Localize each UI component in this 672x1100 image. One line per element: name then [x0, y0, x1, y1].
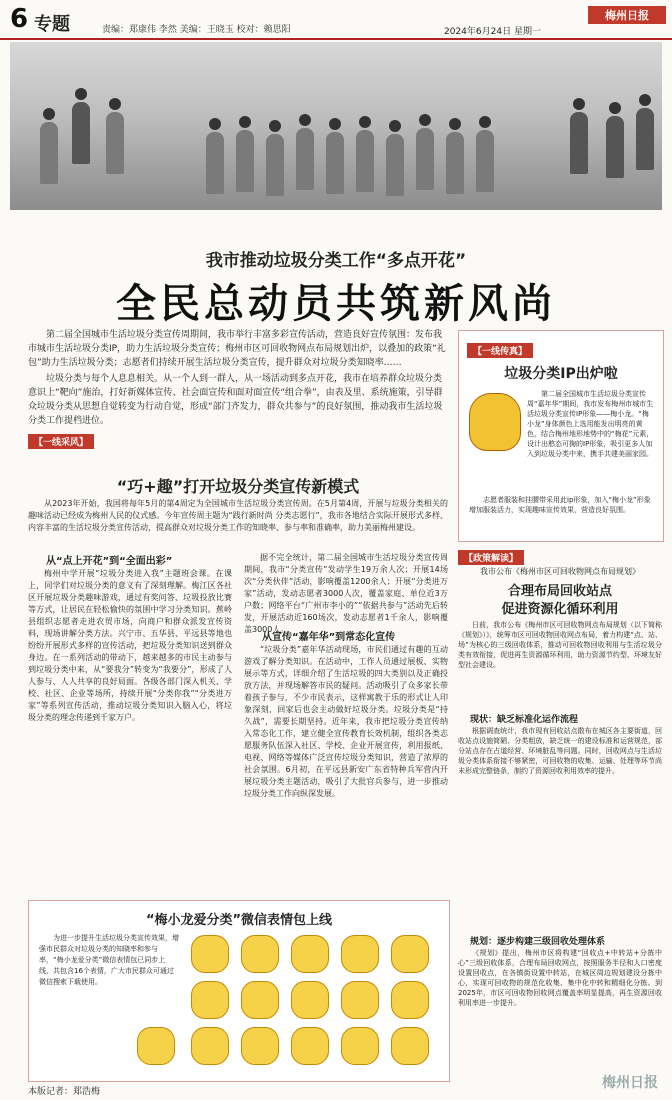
- section2-intro: 日前，我市公布《梅州市区可回收物网点布局规划（以下简称《规划》）》，统筹市区可回收物回收网点布局，着力构建“点、站、场”为核心的三级回收体系，推动可回收物回收利用与生活垃圾分类有效衔接，促进再生资源循环利用，助力资源节约型、环境友好型社会建设。: [458, 621, 662, 669]
- ip-sidebar: [458, 330, 664, 542]
- sticker-image: [191, 1027, 229, 1065]
- section2-subhead-2: 规划：逐步构建三级回收处理体系: [470, 937, 606, 947]
- sticker-image: [191, 935, 229, 973]
- section1-column-2b: “垃圾分类”嘉年华活动现场，市民们通过有趣的互动游戏了解分类知识。在活动中，工作人员通过展板、实物展示等方式，详细介绍了生活垃圾的四大类别以及正确投放方法，并现场解答市民的疑问。活动吸引了众多家长带着孩子参与，不少市民表示，这样寓教于乐的形式让人印象深刻，回家后也会主动做好垃圾分类。垃圾分类是“持久战”，需要长期坚持。近年来，我市把垃圾分类宣传纳入常态化工作，建立健全宣传教育长效机制，组织各类志愿服务队伍深入社区、学校、企业开展宣传，利用报纸、电视、网络等媒体广泛宣传垃圾分类知识，营造了浓厚的社会氛围。6月初，在平远县新安广东省特种兵军营内开展垃圾分类主题活动，吸引了大批官兵参与，进一步推动垃圾分类工作向纵深发展。: [244, 645, 448, 798]
- sticker-image: [191, 981, 229, 1019]
- sticker-image: [391, 981, 429, 1019]
- editor-credits: 责编：郑康伟 李然 美编：王晓玉 校对：赖思阳: [102, 25, 291, 35]
- sticker-image: [341, 981, 379, 1019]
- paper-watermark: 梅州日报: [602, 1075, 658, 1091]
- reporter-byline: 本版记者：郑浩梅: [28, 1087, 101, 1097]
- sticker-pack-box: [28, 900, 450, 1082]
- volunteer-group-photo: [10, 42, 662, 210]
- section1-tag: 【一线采风】: [28, 434, 94, 449]
- section1-title: “巧+趣”打开垃圾分类宣传新模式: [116, 477, 360, 496]
- sticker-pack-text: 为进一步提升生活垃圾分类宣传效果，增强市民群众对垃圾分类的知晓率和参与率，“梅小龙爱分类”微信表情包已同步上线，共包含16个表情，广大市民群众可通过微信搜索下载使用。: [39, 934, 179, 986]
- story-kicker: 我市推动垃圾分类工作“多点开花”: [205, 251, 467, 271]
- section1-column-1: 梅州中学开展“垃圾分类进入我”主题班会课。在课上，同学们对垃圾分类的意义有了深刻理解。梅江区各社区开展垃圾分类趣味游戏，通过有奖问答、垃圾投放比赛等方式，让居民在轻松愉快的氛围中学习分类知识。蕉岭县组织志愿者走进农贸市场，向商户和群众派发宣传资料，现场讲解分类方法。兴宁市、五华县、平远县等地也纷纷开展形式多样的宣传活动，把垃圾分类知识送到群众身边。在一系列活动的带动下，越来越多的市民主动参与到垃圾分类中来，从“要我分”转变为“我要分”，形成了人人参与、人人共享的良好局面。各级各部门深入机关、学校、社区、企业等场所，持续开展“分类你我”“分类进万家”等系列宣传活动，推动垃圾分类知识入脑入心，将垃圾分类的理念传递到千家万户。: [28, 569, 232, 722]
- story-lead: [28, 328, 448, 428]
- section2-text-2: 《规划》提出，梅州市区将构建“回收点+中转站+分拣中心”三级回收体系，合理布局回收网点，按照服务半径和人口密度设置回收点，在各镇街设置中转站，在城区周边规划建设分拣中心，实现可回收物的规范化收集、集中化中转和精细化分拣。到2025年，市区可回收物回收网点覆盖率明显提高，再生资源回收利用率进一步提升。: [458, 949, 662, 1007]
- section1-subhead-1: 从“点上开花”到“全面出彩”: [46, 556, 173, 567]
- sticker-image: [291, 981, 329, 1019]
- ip-sidebar-title: 垃圾分类IP出炉啦: [504, 366, 618, 382]
- section2-text-1: 根据调查统计，我市现有回收站点散布在城区各主要街道，回收站点设施简陋、分类粗放，缺乏统一的建设标准和运营规范，部分站点存在占道经营、环境脏乱等问题。同时，回收网点与生活垃圾分类体系衔接不够紧密，可回收物的收集、运输、处理等环节尚未形成完整链条，制约了资源回收利用效率的提升。: [458, 727, 662, 775]
- sticker-image: [291, 935, 329, 973]
- sticker-image: [241, 981, 279, 1019]
- issue-date: 2024年6月24日 星期一: [444, 27, 541, 37]
- section2-kicker: 我市公布《梅州市区可回收物网点布局规划》: [480, 567, 640, 576]
- section1-column-2a: 据不完全统计，第二届全国城市生活垃圾分类宣传周期间，我市“分类宣传”发动学生19万余人次；开展14场次“分类伙伴”活动，影响覆盖1200余人；开展“分类进万家”活动，发动志愿者3000人次，覆盖家庭、单位近3万户数；网络平台“广州市李小的”“依据共参与”活动先后转发，开展活动近160场次，发动志愿者1千余人，影响覆盖3000人。: [244, 553, 448, 634]
- section2-tag: 【政策解读】: [458, 550, 524, 565]
- ip-sidebar-text-2: 志愿者服装和挂腰带采用此ip形象，加入“梅小龙”形象增加服装活力，实现趣味宣传效果，营造良好氛围。: [469, 496, 651, 514]
- sticker-pack-title: “梅小龙爱分类”微信表情包上线: [145, 913, 333, 928]
- page-header: [0, 0, 672, 40]
- page-section-title: 专题: [34, 14, 70, 35]
- sticker-image: [241, 1027, 279, 1065]
- story-headline: 全民总动员共筑新风尚: [116, 280, 556, 327]
- sticker-image: [241, 935, 279, 973]
- section1-intro: 从2023年开始，我国将每年5月的第4周定为全国城市生活垃圾分类宣传周。在5月第4周，开展与垃圾分类相关的趣味活动已经成为梅州人民的仪式感。今年宣传周主题为“践行新时尚 分类志愿行”，我市各地结合实际开展形式多样、内容丰富的生活垃圾分类宣传活动，提高群众对垃圾分类工作的知晓率、参与率和准确率，助力美丽梅州建设。: [28, 499, 448, 532]
- ip-sidebar-tag: 【一线传真】: [467, 343, 533, 358]
- sticker-image: [391, 935, 429, 973]
- ip-sidebar-text: 第二届全国城市生活垃圾分类宣传周“嘉年华”期间，我市发布梅州市城市生活垃圾分类宣传IP形象——梅小龙。“梅小龙”身体颜色上选用能发出明亮的黄色，结合梅州地形地势中的“梅花”元素，设计出憨态可掬的IP形象，吸引更多人加入到垃圾分类中来，携手共建美丽家园。: [527, 390, 654, 458]
- page-number: 6: [10, 4, 29, 34]
- sticker-image: [291, 1027, 329, 1065]
- mascot-illustration: [469, 393, 521, 451]
- section1-subhead-2: 从宣传“嘉年华”到常态化宣传: [262, 632, 396, 643]
- section2-subhead-1: 现状：缺乏标准化运作流程: [470, 715, 579, 725]
- sticker-image: [341, 935, 379, 973]
- sticker-image: [391, 1027, 429, 1065]
- lead-paragraph-1: 第二届全国城市生活垃圾分类宣传周期间，我市举行丰富多彩宣传活动，营造良好宣传氛围：发布我市城市生活垃圾分类IP，助力生活垃圾分类宣传；梅州市区可回收物网点布局规划出炉，以叠加的政策“礼包”助力生活垃圾分类；志愿者们持续开展生活垃圾分类宣传，提升群众对垃圾分类知晓率……: [28, 330, 446, 368]
- section2-title-1: 合理布局回收站点: [507, 584, 612, 599]
- section2-title-2: 促进资源化循环利用: [501, 602, 619, 617]
- paper-logo: 梅州日报: [588, 6, 666, 24]
- sticker-image: [341, 1027, 379, 1065]
- lead-paragraph-2: 垃圾分类与每个人息息相关。从一个人到一群人，从一场活动到多点开花，我市在培养群众垃圾分类意识上“靶向”施治，打好新媒体宣传、社会面宣传和面对面宣传“组合拳”，由表及里、系统施策，引导群众垃圾分类从思想自觉转变为行动自觉，形成“部门齐发力，群众共参与”的良好氛围，推动我市生活垃圾分类工作提档进位。: [28, 374, 443, 426]
- sticker-image: [137, 1027, 175, 1065]
